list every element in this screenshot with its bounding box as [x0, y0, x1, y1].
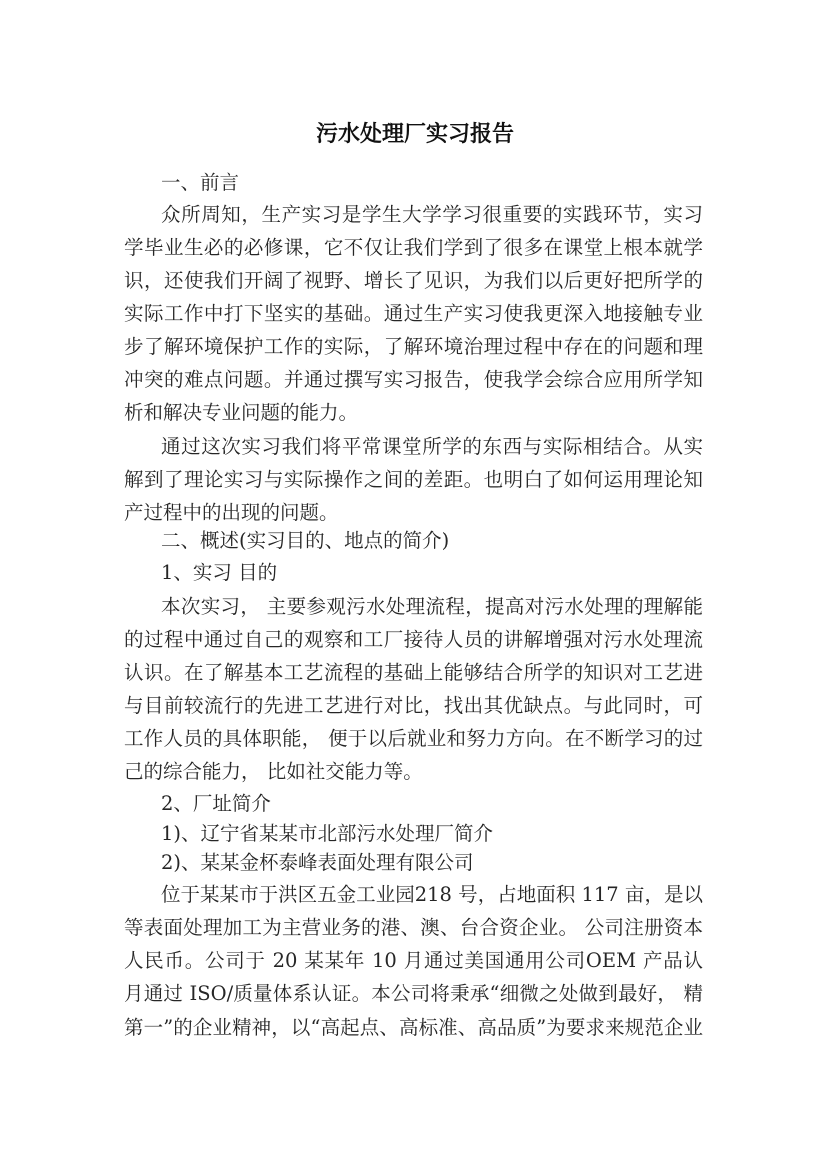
paragraph-line: 月通过 ISO/质量体系认证。本公司将秉承“细微之处做到最好， 精 — [124, 982, 703, 1005]
document-title: 污水处理厂实习报告 — [315, 122, 514, 147]
paragraph-line: 己的综合能力， 比如社交能力等。 — [124, 760, 423, 783]
paragraph-line: 众所周知，生产实习是学生大学学习很重要的实践环节，实习 — [161, 203, 703, 226]
paragraph-line: 学毕业生必的必修课，它不仅让我们学到了很多在课堂上根本就学 — [124, 236, 703, 259]
paragraph-line: 等表面处理加工为主营业务的港、澳、台合资企业。 公司注册资本 — [124, 916, 703, 939]
paragraph-line: 第一”的企业精神，以“高起点、高标准、高品质”为要求来规范企业 — [124, 1016, 703, 1039]
paragraph-line: 产过程中的出现的问题。 — [124, 501, 339, 524]
paragraph-line: 认识。在了解基本工艺流程的基础上能够结合所学的知识对工艺进 — [124, 661, 703, 684]
paragraph-line: 析和解决专业问题的能力。 — [124, 401, 359, 424]
section-heading: 一、前言 — [161, 171, 240, 194]
paragraph-line: 本次实习， 主要参观污水处理流程，提高对污水处理的理解能 — [161, 595, 703, 618]
section-heading: 1、实习 目的 — [161, 561, 278, 584]
section-heading: 二、概述(实习目的、地点的简介) — [161, 529, 450, 552]
section-heading: 1)、辽宁省某某市北部污水处理厂简介 — [161, 822, 494, 845]
paragraph-line: 工作人员的具体职能， 便于以后就业和努力方向。在不断学习的过 — [124, 727, 703, 750]
paragraph-line: 的过程中通过自己的观察和工厂接待人员的讲解增强对污水处理流 — [124, 628, 703, 651]
section-heading: 2)、某某金杯泰峰表面处理有限公司 — [161, 851, 474, 874]
paragraph-line: 位于某某市于洪区五金工业园218 号，占地面积 117 亩，是以 — [161, 883, 703, 906]
section-heading: 2、厂址简介 — [161, 792, 271, 815]
paragraph-line: 通过这次实习我们将平常课堂所学的东西与实际相结合。从实 — [161, 435, 703, 458]
paragraph-line: 冲突的难点问题。并通过撰写实习报告，使我学会综合应用所学知 — [124, 368, 703, 391]
paragraph-line: 与目前较流行的先进工艺进行对比，找出其优缺点。与此同时，可 — [124, 694, 703, 717]
paragraph-line: 实际工作中打下坚实的基础。通过生产实习使我更深入地接触专业 — [124, 302, 703, 325]
paragraph-line: 识，还使我们开阔了视野、增长了见识，为我们以后更好把所学的 — [124, 269, 703, 292]
paragraph-line: 步了解环境保护工作的实际，了解环境治理过程中存在的问题和理 — [124, 335, 703, 358]
paragraph-line: 解到了理论实习与实际操作之间的差距。也明白了如何运用理论知 — [124, 468, 703, 491]
paragraph-line: 人民币。公司于 20 某某年 10 月通过美国通用公司OEM 产品认 — [124, 949, 703, 972]
